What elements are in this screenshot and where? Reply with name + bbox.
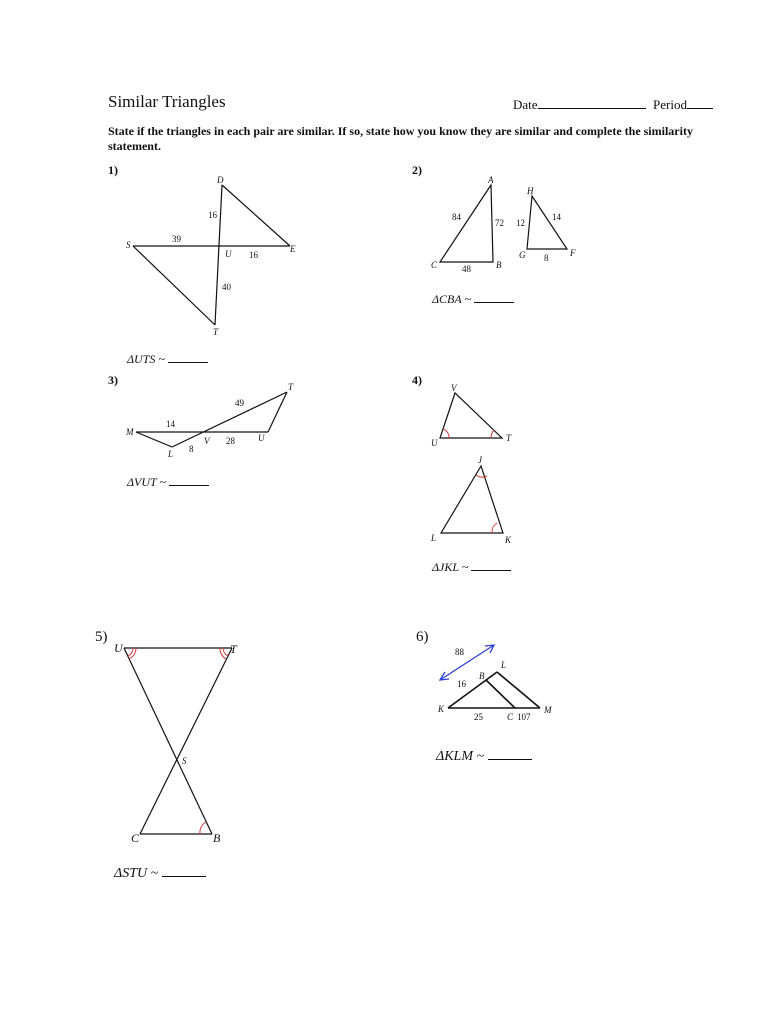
segment-ub [124, 648, 212, 834]
vertex-label-u: U [225, 249, 232, 259]
problem-1-number: 1) [108, 163, 118, 177]
measure-vt: 49 [235, 398, 244, 408]
problem-3-figure [125, 382, 294, 459]
measure-cm: 107 [517, 712, 531, 722]
measure-su: 39 [172, 234, 181, 244]
measure-ue: 16 [249, 250, 258, 260]
angle-mark-t [491, 430, 494, 438]
angle-mark-u-inner [128, 648, 133, 656]
measure-cb: 48 [462, 264, 471, 274]
vertex-label-t: T [213, 327, 219, 337]
vertex-label-b: B [496, 260, 502, 270]
measure-arrow-kl [440, 645, 494, 680]
vertex-label-e: E [290, 244, 296, 254]
measure-du: 16 [208, 210, 217, 220]
problem-3-prompt: ΔVUT ~ [127, 475, 166, 489]
segment-de [222, 185, 290, 246]
vertex-label-s: S [182, 756, 187, 766]
vertex-label-u: U [431, 438, 438, 448]
measure-kc: 25 [474, 712, 483, 722]
vertex-label-l: L [431, 533, 437, 543]
problem-2-figure [431, 175, 576, 274]
vertex-label-v: V [451, 383, 457, 393]
measure-lv: 8 [189, 444, 194, 454]
triangle-jlk [441, 466, 503, 533]
vertex-label-c: C [131, 831, 140, 845]
problem-4-prompt: ΔJKL ~ [432, 560, 469, 574]
measure-kl: 88 [455, 647, 464, 657]
segment-st [133, 246, 215, 325]
problem-5-number: 5) [95, 629, 108, 645]
triangle-hgf [527, 196, 567, 249]
segment-ut [268, 392, 287, 432]
instructions: State if the triangles in each pair are similar. If so, state how you know they are similar and complete the similarity statement. [108, 124, 693, 153]
measure-hf: 14 [552, 212, 561, 222]
worksheet-title: Similar Triangles [108, 92, 226, 111]
measure-hg: 12 [516, 218, 525, 228]
measure-gf: 8 [544, 253, 549, 263]
arrow-head-k [440, 672, 449, 680]
angle-mark-u [443, 429, 449, 438]
segment-ml [136, 432, 172, 447]
angle-mark-j [476, 475, 487, 477]
vertex-label-k: K [505, 535, 512, 545]
vertex-label-j: J [478, 455, 482, 465]
vertex-label-c: C [507, 712, 514, 722]
problem-2-prompt: ΔCBA ~ [432, 292, 471, 306]
problem-6-number: 6) [416, 629, 429, 645]
problem-4-number: 4) [412, 373, 422, 387]
period-label: Period [653, 97, 687, 112]
measure-vu: 28 [226, 436, 235, 446]
problem-6-figure [437, 645, 552, 722]
vertex-label-d: D [217, 175, 224, 185]
vertex-label-h: H [527, 186, 534, 196]
angle-mark-k [492, 523, 497, 533]
measure-mv: 14 [166, 419, 175, 429]
vertex-label-b: B [213, 831, 221, 845]
problem-5-figure [114, 641, 238, 845]
vertex-label-m: M [544, 705, 552, 715]
segment-dt [215, 185, 222, 325]
vertex-label-u: U [258, 433, 265, 443]
vertex-label-v: V [204, 436, 210, 446]
vertex-label-s: S [126, 240, 131, 250]
problem-2-number: 2) [412, 163, 422, 177]
problem-6-prompt: ΔKLM ~ [436, 749, 485, 764]
vertex-label-m: M [126, 427, 134, 437]
vertex-label-u: U [114, 641, 123, 655]
problem-5-prompt: ΔSTU ~ [114, 866, 159, 881]
vertex-label-t: T [230, 642, 237, 656]
vertex-label-f: F [570, 248, 576, 258]
measure-kb: 16 [457, 679, 466, 689]
date-label: Date [513, 97, 538, 112]
problem-4-figure [430, 383, 512, 545]
vertex-label-c: C [431, 260, 438, 270]
angle-mark-t-inner [223, 648, 228, 656]
vertex-label-k: K [438, 704, 445, 714]
measure-ut: 40 [222, 282, 231, 292]
problem-1-prompt: ΔUTS ~ [127, 352, 165, 366]
segment-lm [497, 672, 540, 708]
triangle-abc [440, 185, 493, 262]
vertex-label-a: A [488, 175, 494, 185]
segment-kl [448, 672, 497, 708]
vertex-label-b: B [479, 671, 485, 681]
vertex-label-l: L [501, 660, 507, 670]
measure-ab: 72 [495, 218, 504, 228]
problem-3-number: 3) [108, 373, 118, 387]
segment-tc [140, 648, 232, 834]
angle-mark-b [200, 822, 206, 834]
vertex-label-t: T [506, 433, 512, 443]
vertex-label-l: L [168, 449, 174, 459]
problem-1-figure [126, 175, 296, 337]
measure-ca: 84 [452, 212, 461, 222]
vertex-label-g: G [519, 250, 526, 260]
vertex-label-t: T [288, 382, 294, 392]
